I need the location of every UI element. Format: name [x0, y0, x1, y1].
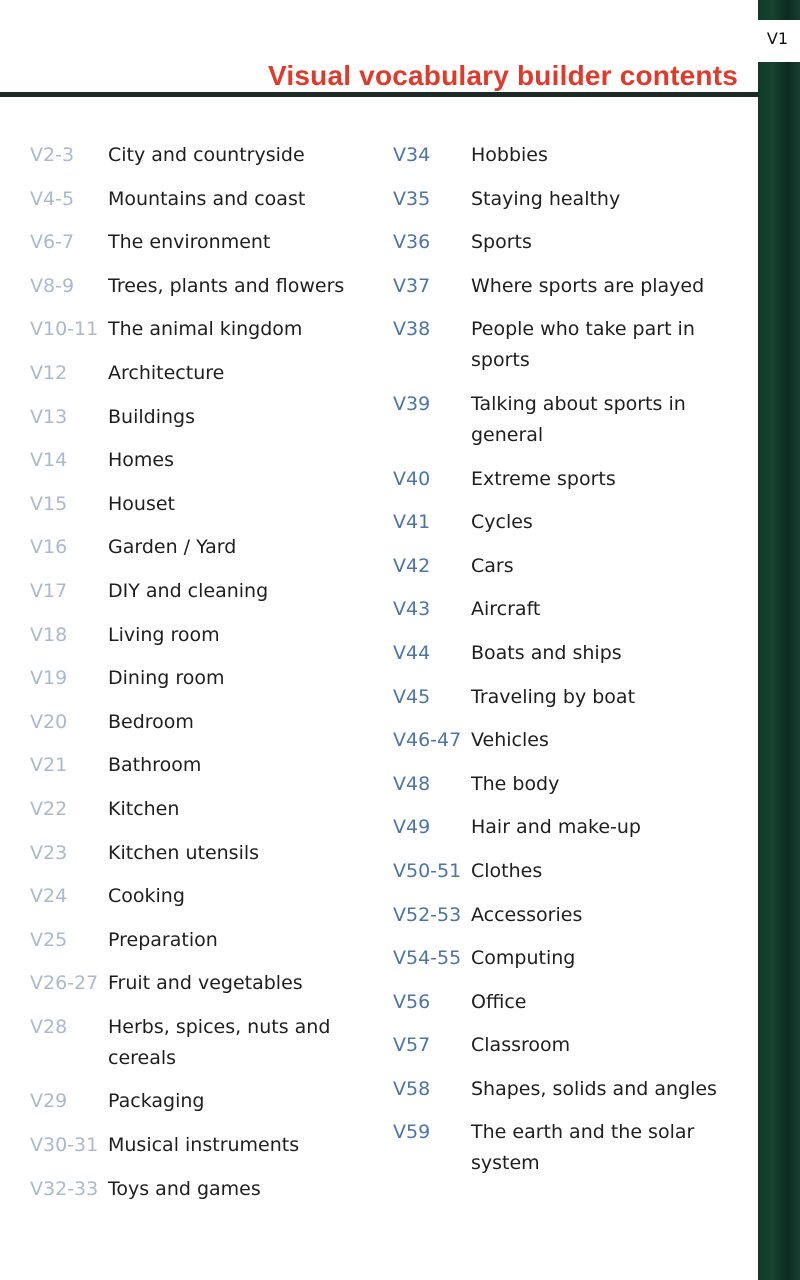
contents-entry [30, 838, 380, 869]
entry-page-code: V16 [30, 536, 68, 559]
entry-topic: People who take part in sports [471, 318, 695, 372]
contents-entry [393, 900, 723, 931]
entry-page-code: V58 [393, 1077, 431, 1100]
entry-page-code: V45 [393, 685, 431, 708]
entry-page-code: V38 [393, 318, 431, 341]
entry-page-code: V10-11 [30, 318, 99, 341]
contents-left-column [30, 140, 380, 1217]
contents-entry [393, 856, 723, 887]
contents-entry [393, 594, 723, 625]
entry-page-code: V50-51 [393, 859, 462, 882]
entry-topic: Aircraft [471, 598, 541, 621]
entry-topic: Cooking [108, 885, 185, 908]
contents-entry [393, 638, 723, 669]
entry-page-code: V23 [30, 841, 68, 864]
entry-page-code: V30-31 [30, 1134, 99, 1157]
entry-page-code: V39 [393, 392, 431, 415]
contents-entry [30, 445, 380, 476]
entry-page-code: V24 [30, 885, 68, 908]
entry-topic: Boats and ships [471, 641, 622, 664]
contents-entry [30, 184, 380, 215]
entry-topic: Traveling by boat [471, 685, 636, 708]
contents-entry [30, 663, 380, 694]
entry-topic: Houset [108, 492, 175, 515]
entry-topic: Homes [108, 449, 175, 472]
entry-topic: Packaging [108, 1090, 205, 1113]
entry-page-code: V56 [393, 990, 431, 1013]
entry-topic: Where sports are played [471, 274, 705, 297]
contents-entry [30, 794, 380, 825]
contents-entry [30, 881, 380, 912]
contents-entry [30, 1130, 380, 1161]
contents-entry [30, 489, 380, 520]
entry-topic: The body [471, 772, 560, 795]
entry-page-code: V41 [393, 511, 431, 534]
entry-topic: Bathroom [108, 754, 202, 777]
contents-entry [30, 140, 380, 171]
contents-entry [30, 1174, 380, 1205]
entry-page-code: V19 [30, 667, 68, 690]
contents-entry [393, 769, 723, 800]
entry-topic: Extreme sports [471, 467, 616, 490]
contents-entry [393, 140, 723, 171]
entry-topic: Hair and make-up [471, 816, 641, 839]
entry-topic: Trees, plants and flowers [108, 274, 345, 297]
page-code: V1 [766, 29, 788, 48]
entry-topic: Bedroom [108, 710, 194, 733]
entry-topic: Classroom [471, 1034, 571, 1057]
entry-page-code: V2-3 [30, 144, 75, 166]
contents-entry [393, 271, 723, 302]
entry-topic: Herbs, spices, nuts and cereals [108, 1015, 331, 1069]
entry-page-code: V49 [393, 816, 431, 839]
entry-topic: DIY and cleaning [108, 579, 269, 602]
entry-page-code: V28 [30, 1015, 68, 1038]
entry-page-code: V34 [393, 144, 431, 166]
entry-topic: Toys and games [108, 1177, 261, 1200]
entry-topic: Computing [471, 947, 576, 970]
contents-entry [393, 682, 723, 713]
entry-topic: Staying healthy [471, 187, 621, 210]
entry-page-code: V54-55 [393, 947, 462, 970]
contents-entry [30, 1012, 380, 1074]
entry-topic: Fruit and vegetables [108, 972, 303, 995]
entry-page-code: V52-53 [393, 903, 462, 926]
contents-entry [393, 464, 723, 495]
contents-entry [30, 925, 380, 956]
entry-page-code: V8-9 [30, 274, 75, 297]
entry-topic: Musical instruments [108, 1134, 300, 1157]
entry-topic: The animal kingdom [108, 318, 303, 341]
contents-entry [393, 389, 723, 451]
entry-page-code: V48 [393, 772, 431, 795]
entry-page-code: V29 [30, 1090, 68, 1113]
entry-topic: Dining room [108, 667, 225, 690]
entry-page-code: V40 [393, 467, 431, 490]
entry-topic: Cars [471, 554, 514, 577]
title-underline [0, 92, 758, 97]
entry-topic: Buildings [108, 405, 195, 428]
contents-entry [30, 750, 380, 781]
contents-entry [393, 551, 723, 582]
entry-topic: Mountains and coast [108, 187, 306, 210]
entry-page-code: V17 [30, 579, 68, 602]
contents-entry [30, 707, 380, 738]
contents-entry [393, 725, 723, 756]
entry-page-code: V44 [393, 641, 431, 664]
contents-entry [30, 402, 380, 433]
entry-topic: Hobbies [471, 144, 548, 166]
contents-entry [393, 1030, 723, 1061]
entry-page-code: V22 [30, 797, 68, 820]
contents-entry [393, 987, 723, 1018]
contents-right-column [393, 140, 723, 1192]
entry-page-code: V46-47 [393, 729, 462, 752]
page-title: Visual vocabulary builder contents [268, 60, 738, 91]
contents-entry [30, 1086, 380, 1117]
contents-entry [393, 184, 723, 215]
contents-entry [393, 1074, 723, 1105]
contents-entry [30, 314, 380, 345]
entry-topic: City and countryside [108, 144, 305, 166]
entry-page-code: V35 [393, 187, 431, 210]
entry-topic: Architecture [108, 361, 225, 384]
contents-entry [30, 532, 380, 563]
entry-page-code: V14 [30, 449, 68, 472]
entry-topic: Clothes [471, 859, 543, 882]
entry-page-code: V20 [30, 710, 68, 733]
entry-topic: Shapes, solids and angles [471, 1077, 717, 1100]
entry-page-code: V43 [393, 598, 431, 621]
entry-page-code: V6-7 [30, 231, 75, 254]
contents-entry [393, 1117, 723, 1179]
entry-topic: Vehicles [471, 729, 549, 752]
entry-page-code: V57 [393, 1034, 431, 1057]
entry-page-code: V36 [393, 231, 431, 254]
entry-page-code: V42 [393, 554, 431, 577]
entry-page-code: V4-5 [30, 187, 75, 210]
entry-page-code: V12 [30, 361, 68, 384]
entry-page-code: V59 [393, 1121, 431, 1144]
contents-entry [30, 968, 380, 999]
entry-topic: Garden / Yard [108, 536, 237, 559]
entry-topic: The earth and the solar system [471, 1121, 695, 1175]
entry-topic: Office [471, 990, 527, 1013]
contents-entry [393, 943, 723, 974]
entry-page-code: V25 [30, 928, 68, 951]
entry-topic: Kitchen [108, 797, 180, 820]
entry-page-code: V26-27 [30, 972, 99, 995]
entry-topic: Preparation [108, 928, 218, 951]
entry-topic: Talking about sports in general [471, 392, 686, 446]
contents-entry [393, 227, 723, 258]
contents-entry [30, 227, 380, 258]
contents-entry [30, 620, 380, 651]
entry-page-code: V13 [30, 405, 68, 428]
entry-topic: Kitchen utensils [108, 841, 260, 864]
page-edge-strip [758, 0, 800, 1280]
contents-entry [30, 358, 380, 389]
entry-page-code: V37 [393, 274, 431, 297]
contents-entry [393, 507, 723, 538]
entry-topic: Living room [108, 623, 220, 646]
entry-page-code: V32-33 [30, 1177, 99, 1200]
contents-entry [30, 576, 380, 607]
contents-entry [393, 314, 723, 376]
entry-topic: Sports [471, 231, 532, 254]
entry-topic: Accessories [471, 903, 583, 926]
contents-entry [393, 812, 723, 843]
entry-topic: The environment [108, 231, 271, 254]
entry-page-code: V15 [30, 492, 68, 515]
entry-page-code: V18 [30, 623, 68, 646]
contents-entry [30, 271, 380, 302]
entry-topic: Cycles [471, 511, 533, 534]
entry-page-code: V21 [30, 754, 68, 777]
